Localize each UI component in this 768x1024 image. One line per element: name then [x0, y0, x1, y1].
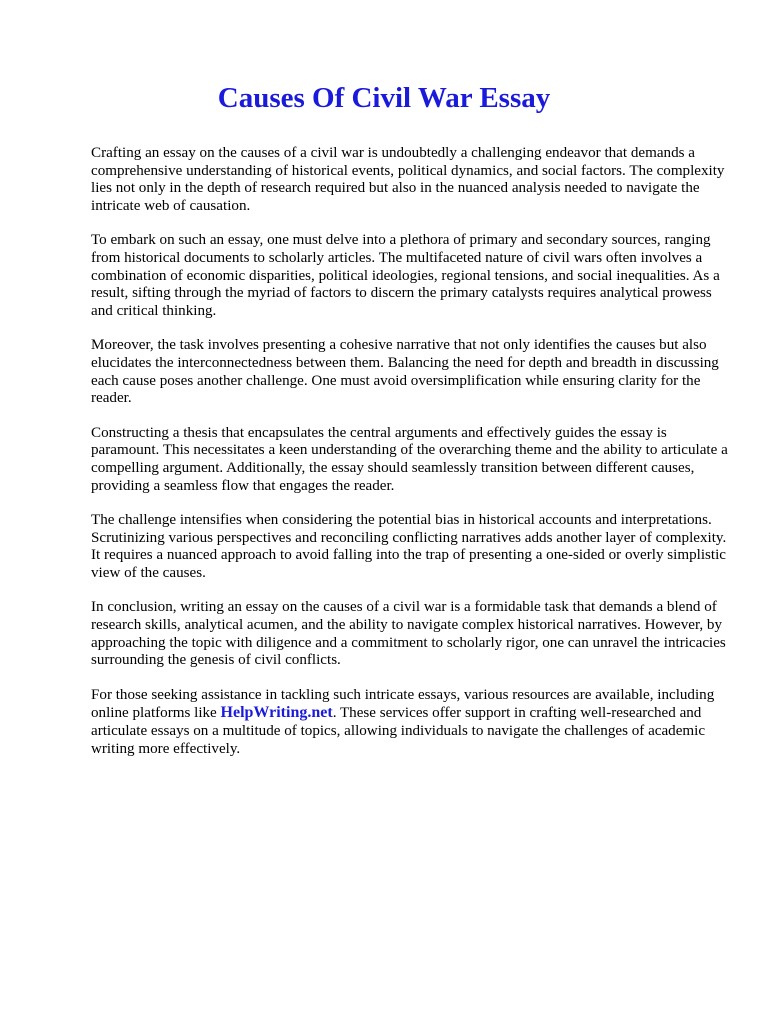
paragraph-4: Constructing a thesis that encapsulates the central arguments and effectively guides the essay is paramount. This necessitates a keen understanding of the overarching theme and the ability to articulate a compelling argument. Additionally, the essay should seamlessly transition between different causes, providing a seamless flow that engages the reader. — [91, 424, 728, 494]
page-title: Causes Of Civil War Essay — [217, 82, 551, 114]
paragraph-3: Moreover, the task involves presenting a cohesive narrative that not only identifies the causes but also elucidates the interconnectedness between them. Balancing the need for depth and breadth in discussing each cause poses another challenge. One must avoid oversimplification while ensuring clarity for the reader. — [91, 337, 719, 407]
paragraph-2: To embark on such an essay, one must delve into a plethora of primary and secondary sources, ranging from historical documents to scholarly articles. The multifaceted nature of civil wars often involves a combination of economic disparities, political ideologies, regional tensions, and social inequalities. As a result, sifting through the myriad of factors to discern the primary catalysts requires analytical prowess and critical thinking. — [91, 232, 720, 319]
essay-body — [91, 145, 731, 775]
paragraph-7 — [91, 687, 731, 758]
paragraph-5: The challenge intensifies when considering the potential bias in historical accounts and interpretations. Scrutinizing various perspectives and reconciling conflicting narratives adds another layer of complexity. It requires a nuanced approach to avoid falling into the trap of presenting a one-sided or overly simplistic view of the causes. — [91, 512, 727, 581]
paragraph-7-before-link: For those seeking assistance in tackling such intricate essays, various resources are available, including online platforms like — [91, 686, 715, 722]
paragraph-1: Crafting an essay on the causes of a civil war is undoubtedly a challenging endeavor that demands a comprehensive understanding of historical events, political dynamics, and social factors. The complexity lies not only in the depth of research required but also in the nuanced analysis needed to navigate the intricate web of causation. — [91, 145, 725, 214]
paragraph-7-after-link: . These services offer support in crafting well-researched and articulate essays on a multitude of topics, allowing individuals to navigate the challenges of academic writing more effectively. — [91, 705, 706, 757]
helpwriting-link[interactable]: HelpWriting.net — [220, 704, 333, 722]
paragraph-6: In conclusion, writing an essay on the causes of a civil war is a formidable task that demands a blend of research skills, analytical acumen, and the ability to navigate complex historical narratives. However, by approaching the topic with diligence and a commitment to scholarly rigor, one can unravel the intricacies surrounding the genesis of civil conflicts. — [91, 599, 726, 669]
